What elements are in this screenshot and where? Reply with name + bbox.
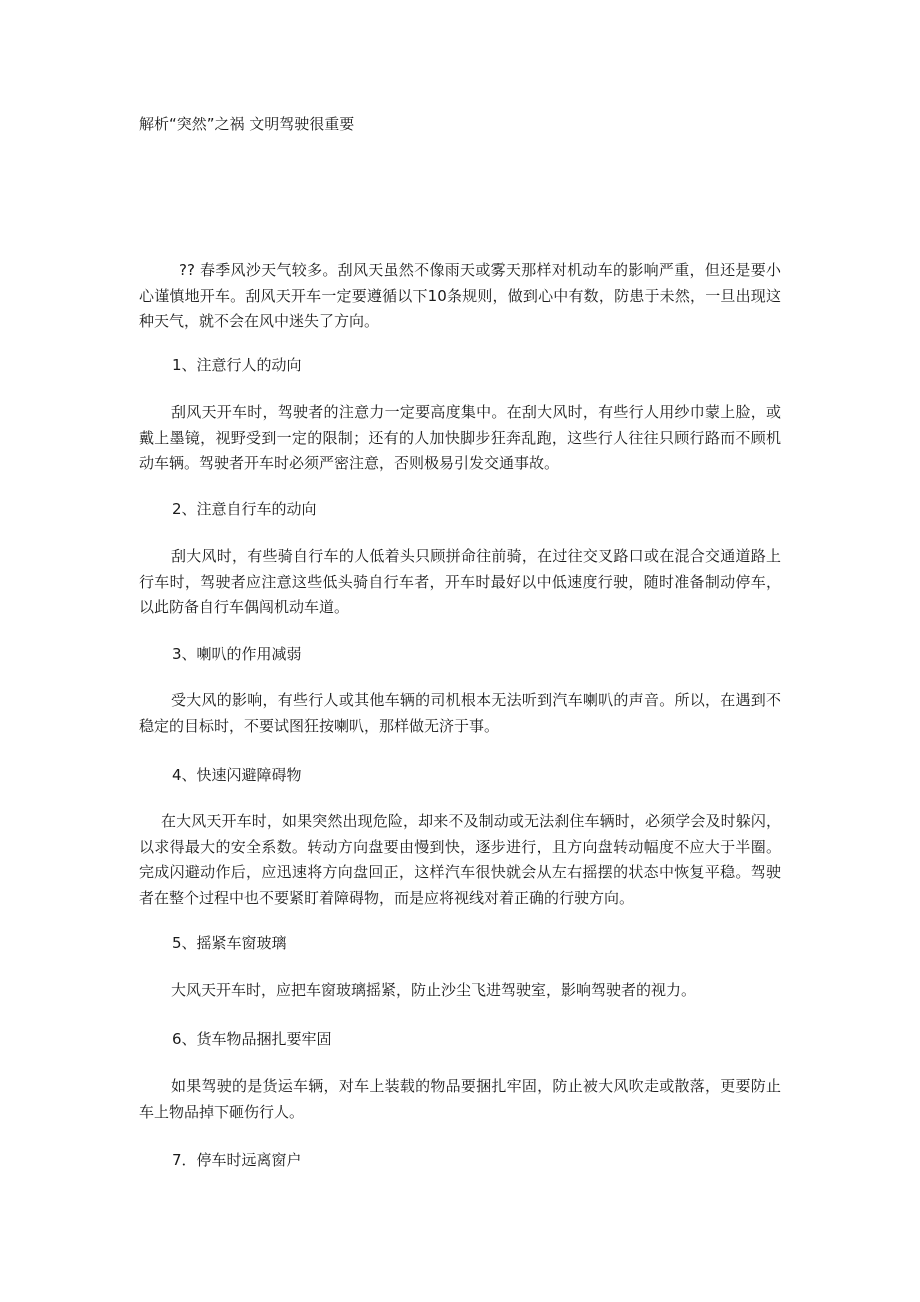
document-page (139, 0, 781, 1302)
section-3-heading: 3、喇叭的作用减弱 (172, 645, 302, 663)
section-4-heading: 4、快速闪避障碍物 (172, 766, 302, 784)
section-2-body: 刮大风时，有些骑自行车的人低着头只顾拼命往前骑，在过往交叉路口或在混合交通道路上行车时，驾驶者应注意这些低头骑自行车者，开车时最好以中低速度行驶，随时准备制动停车，以此防备自行车偶闯机动车道。 (139, 547, 781, 616)
section-3-body: 受大风的影响，有些行人或其他车辆的司机根本无法听到汽车喇叭的声音。所以，在遇到不稳定的目标时，不要试图狂按喇叭，那样做无济于事。 (139, 691, 781, 735)
section-1-body: 刮风天开车时，驾驶者的注意力一定要高度集中。在刮大风时，有些行人用纱巾蒙上脸，或戴上墨镜，视野受到一定的限制；还有的人加快脚步狂奔乱跑，这些行人往往只顾行路而不顾机动车辆。驾驶者开车时必须严密注意，否则极易引发交通事故。 (139, 403, 781, 472)
section-4-body: 在大风天开车时，如果突然出现危险，却来不及制动或无法刹住车辆时，必须学会及时躲闪，以求得最大的安全系数。转动方向盘要由慢到快，逐步进行，且方向盘转动幅度不应大于半圈。完成闪避动作后，应迅速将方向盘回正，这样汽车很快就会从左右摇摆的状态中恢复平稳。驾驶者在整个过程中也不要紧盯着障碍物，而是应将视线对着正确的行驶方向。 (139, 812, 781, 907)
intro-paragraph: ?? 春季风沙天气较多。刮风天虽然不像雨天或雾天那样对机动车的影响严重，但还是要小心谨慎地开车。刮风天开车一定要遵循以下10条规则，做到心中有数，防患于未然，一旦出现这种天气，就不会在风中迷失了方向。 (139, 261, 781, 330)
document-title: 解析“突然”之祸 文明驾驶很重要 (139, 115, 355, 133)
section-1-heading: 1、注意行人的动向 (172, 356, 302, 374)
section-2-heading: 2、注意自行车的动向 (172, 500, 317, 518)
section-5-body: 大风天开车时，应把车窗玻璃摇紧，防止沙尘飞进驾驶室，影响驾驶者的视力。 (171, 981, 697, 999)
section-7-heading: 7．停车时远离窗户 (172, 1151, 302, 1169)
section-6-heading: 6、货车物品捆扎要牢固 (172, 1030, 332, 1048)
section-5-heading: 5、摇紧车窗玻璃 (172, 934, 287, 952)
section-6-body: 如果驾驶的是货运车辆，对车上装载的物品要捆扎牢固，防止被大风吹走或散落，更要防止车上物品掉下砸伤行人。 (139, 1077, 781, 1121)
